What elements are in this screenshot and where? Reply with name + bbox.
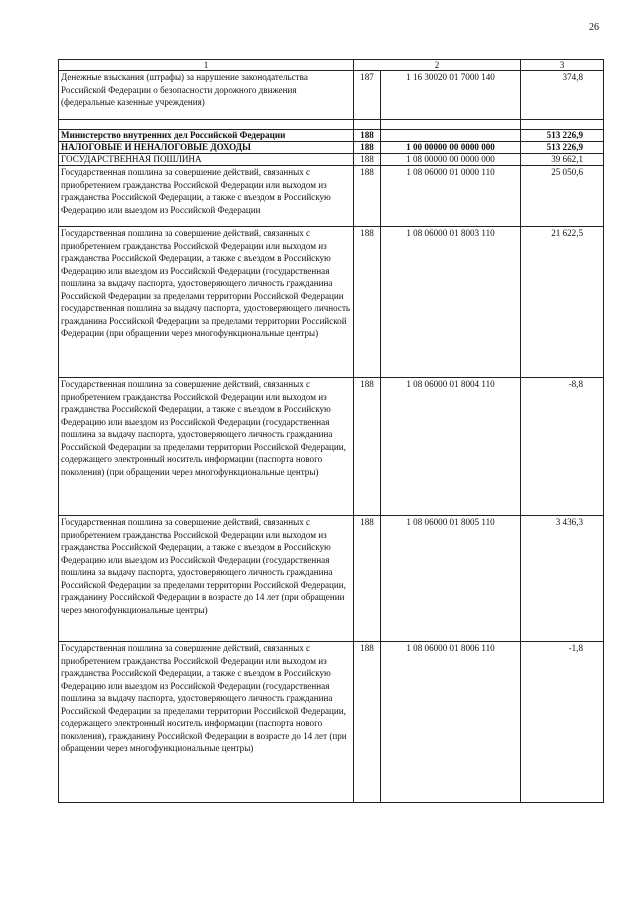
row-sum: 25 050,6 — [521, 166, 604, 227]
row-admin-code: 188 — [354, 166, 381, 227]
table-row-state-duty — [59, 154, 604, 166]
row-kbk-code: 1 08 06000 01 8006 110 — [381, 642, 521, 803]
row-sum: -1,8 — [521, 642, 604, 803]
row-name: Государственная пошлина за совершение действий, связанных с приобретением гражданства Российской Федерации или выходом из гражданства Российской Федерации, а также с въездом в Российскую Федерацию или выездом из Российской Федерации (государственная пошлина за выдачу паспорта, удостоверяющего личность гражданина Российской Федерации за пределами территории Российской Федерации, содержащего электронный носитель информации (паспорта нового поколения) (при обращении через многофункциональные центры) — [59, 378, 354, 516]
row-kbk-code — [381, 120, 521, 130]
row-name: Государственная пошлина за совершение действий, связанных с приобретением гражданства Российской Федерации или выходом из гражданства Российской Федерации, а также с въездом в Российскую Федерацию или выездом из Российской Федерации (государственная пошлина за выдачу паспорта, удостоверяющего личность гражданина Российской Федерации за пределами территории Российской Федерации, гражданину Российской Федерации в возрасте до 14 лет (при обращении через многофункциональные центры) — [59, 516, 354, 642]
row-sum: 374,8 — [521, 71, 604, 120]
row-name: Денежные взыскания (штрафы) за нарушение законодательства Российской Федерации о безопасности дорожного движения (федеральные казенные учреждения) — [59, 71, 354, 120]
row-kbk-code: 1 08 06000 01 0000 110 — [381, 166, 521, 227]
row-sum: -8,8 — [521, 378, 604, 516]
row-kbk-code: 1 16 30020 01 7000 140 — [381, 71, 521, 120]
row-sum: 513 226,9 — [521, 142, 604, 154]
row-name — [59, 120, 354, 130]
row-sum: 513 226,9 — [521, 130, 604, 142]
table-row — [59, 166, 604, 227]
row-admin-code: 188 — [354, 154, 381, 166]
row-admin-code: 188 — [354, 516, 381, 642]
header-col-3: 3 — [521, 60, 604, 71]
table-row — [59, 227, 604, 378]
table-header-row — [59, 60, 604, 71]
row-admin-code: 188 — [354, 642, 381, 803]
row-name: НАЛОГОВЫЕ И НЕНАЛОГОВЫЕ ДОХОДЫ — [59, 142, 354, 154]
row-kbk-code: 1 00 00000 00 0000 000 — [381, 142, 521, 154]
row-kbk-code — [381, 130, 521, 142]
table-row-tax-revenue — [59, 142, 604, 154]
row-admin-code: 188 — [354, 142, 381, 154]
row-admin-code: 187 — [354, 71, 381, 120]
table-row-spacer — [59, 120, 604, 130]
table-row-ministry — [59, 130, 604, 142]
table-row — [59, 642, 604, 803]
row-sum: 3 436,3 — [521, 516, 604, 642]
table-row — [59, 516, 604, 642]
row-name: Министерство внутренних дел Российской Федерации — [59, 130, 354, 142]
page-number: 26 — [589, 22, 599, 33]
row-name: Государственная пошлина за совершение действий, связанных с приобретением гражданства Российской Федерации или выходом из гражданства Российской Федерации, а также с въездом в Российскую Федерацию или выездом из Российской Федерации (государственная пошлина за выдачу паспорта, удостоверяющего личность гражданина Российской Федерации за пределами территории Российской Федерации, содержащего электронный носитель информации (паспорта нового поколения), гражданину Российской Федерации в возрасте до 14 лет (при обращении через многофункциональные центры) — [59, 642, 354, 803]
row-kbk-code: 1 08 06000 01 8003 110 — [381, 227, 521, 378]
header-col-2: 2 — [354, 60, 521, 71]
row-admin-code: 188 — [354, 227, 381, 378]
row-sum: 21 622,5 — [521, 227, 604, 378]
table-row — [59, 378, 604, 516]
row-admin-code: 188 — [354, 130, 381, 142]
row-kbk-code: 1 08 06000 01 8005 110 — [381, 516, 521, 642]
row-name: Государственная пошлина за совершение действий, связанных с приобретением гражданства Российской Федерации или выходом из гражданства Российской Федерации, а также с въездом в Российскую Федерацию или выездом из Российской Федерации — [59, 166, 354, 227]
row-name: Государственная пошлина за совершение действий, связанных с приобретением гражданства Российской Федерации или выходом из гражданства Российской Федерации, а также с въездом в Российскую Федерацию или выездом из Российской Федерации (государственная пошлина за выдачу паспорта, удостоверяющего личность гражданина Российской Федерации за пределами территории Российской Федерации государственная пошлина за выдачу паспорта, удостоверяющего личность гражданина Российской Федерации за пределами территории Российской Федерации (при обращении через многофункциональные центры) — [59, 227, 354, 378]
revenue-table — [58, 59, 604, 803]
row-kbk-code: 1 08 00000 00 0000 000 — [381, 154, 521, 166]
row-admin-code: 188 — [354, 378, 381, 516]
row-admin-code — [354, 120, 381, 130]
row-sum — [521, 120, 604, 130]
row-sum: 39 662,1 — [521, 154, 604, 166]
header-col-1: 1 — [59, 60, 354, 71]
row-name: ГОСУДАРСТВЕННАЯ ПОШЛИНА — [59, 154, 354, 166]
row-kbk-code: 1 08 06000 01 8004 110 — [381, 378, 521, 516]
table-row — [59, 71, 604, 120]
